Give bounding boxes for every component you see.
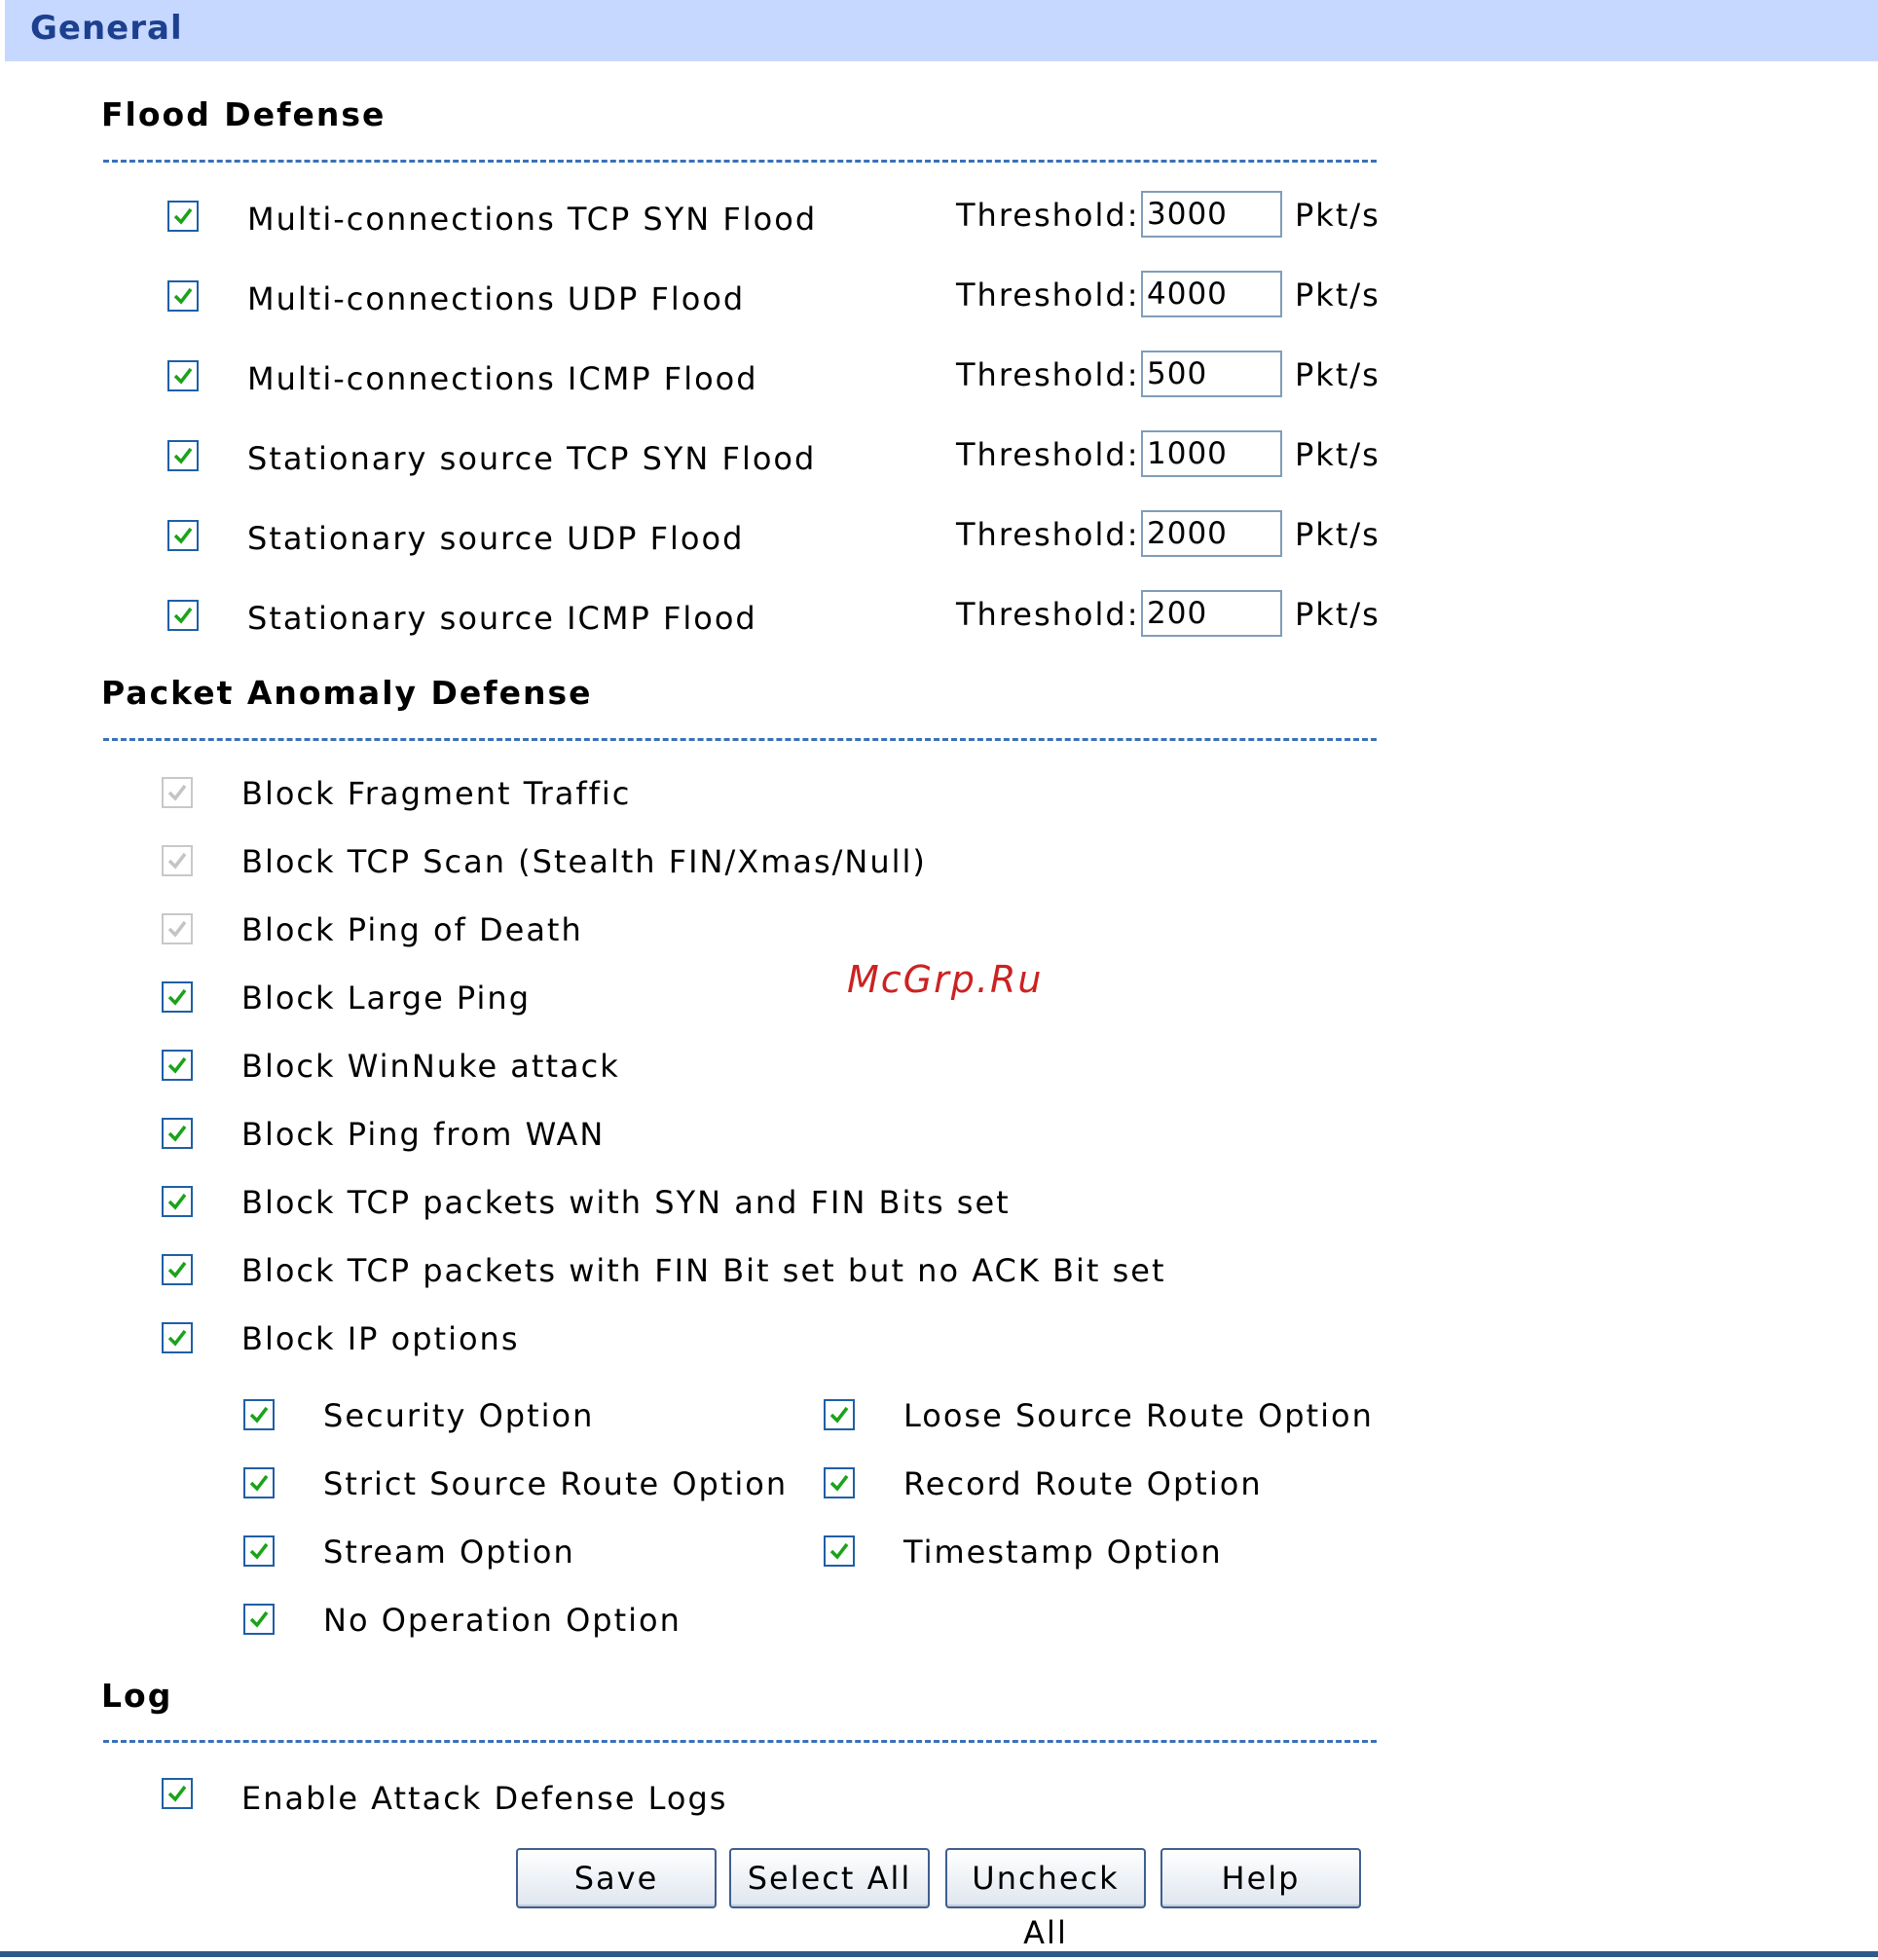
flood-label: Stationary source UDP Flood [247,520,745,557]
threshold-input[interactable] [1141,590,1282,637]
anomaly-label: Block Ping from WAN [241,1116,606,1153]
checkmark-icon [172,525,194,546]
packet-anomaly-title: Packet Anomaly Defense [101,674,593,712]
ip-option-checkbox[interactable] [824,1399,855,1430]
checkmark-icon [166,1054,188,1076]
flood-label: Multi-connections ICMP Flood [247,360,758,397]
anomaly-label: Block TCP Scan (Stealth FIN/Xmas/Null) [241,843,927,880]
ip-option-checkbox[interactable] [243,1535,275,1567]
section-header [5,0,1878,61]
checkmark-icon [166,1259,188,1280]
checkmark-icon [166,1783,188,1804]
checkmark-icon [248,1540,270,1562]
flood-checkbox[interactable] [167,440,199,471]
select-all-button[interactable]: Select All [729,1848,930,1908]
flood-checkbox[interactable] [167,280,199,312]
threshold-label: Threshold: [956,436,1140,473]
anomaly-checkbox[interactable] [162,981,193,1013]
checkmark-icon [829,1472,850,1494]
checkmark-icon [172,205,194,227]
flood-label: Multi-connections TCP SYN Flood [247,201,818,238]
ip-option-label: Stream Option [323,1534,575,1571]
threshold-input[interactable] [1141,191,1282,238]
flood-checkbox[interactable] [167,360,199,391]
checkmark-icon [166,1191,188,1212]
threshold-input[interactable] [1141,351,1282,397]
checkmark-icon [248,1609,270,1630]
anomaly-label: Block IP options [241,1320,520,1357]
divider [103,738,1377,741]
watermark: McGrp.Ru [847,958,1044,1001]
ip-option-checkbox[interactable] [243,1467,275,1498]
checkmark-icon [172,445,194,466]
checkmark-icon [172,285,194,307]
checkmark-icon [166,1123,188,1144]
threshold-label: Threshold: [956,197,1140,234]
checkmark-icon [248,1472,270,1494]
flood-label: Multi-connections UDP Flood [247,280,746,317]
anomaly-label: Block Fragment Traffic [241,775,632,812]
ip-option-checkbox[interactable] [824,1535,855,1567]
checkmark-icon [172,365,194,387]
checkmark-icon [248,1404,270,1425]
threshold-label: Threshold: [956,277,1140,314]
footer-divider [0,1951,1878,1957]
ip-option-checkbox[interactable] [243,1604,275,1635]
anomaly-checkbox[interactable] [162,1254,193,1285]
anomaly-checkbox[interactable] [162,1050,193,1081]
threshold-input[interactable] [1141,510,1282,557]
ip-option-label: Timestamp Option [903,1534,1223,1571]
flood-checkbox[interactable] [167,201,199,232]
unit-label: Pkt/s [1295,516,1381,553]
unit-label: Pkt/s [1295,356,1381,393]
anomaly-label: Block Large Ping [241,980,531,1017]
enable-logs-label: Enable Attack Defense Logs [241,1780,728,1817]
anomaly-checkbox[interactable] [162,1322,193,1353]
threshold-label: Threshold: [956,596,1140,633]
ip-option-label: No Operation Option [323,1602,681,1639]
anomaly-label: Block Ping of Death [241,911,583,948]
enable-logs-checkbox[interactable] [162,1778,193,1809]
anomaly-checkbox [162,777,193,808]
anomaly-label: Block WinNuke attack [241,1048,620,1085]
flood-label: Stationary source ICMP Flood [247,600,757,637]
checkmark-icon [166,850,188,871]
help-button[interactable]: Help [1160,1848,1361,1908]
anomaly-label: Block TCP packets with FIN Bit set but no ACK Bit set [241,1252,1166,1289]
threshold-label: Threshold: [956,516,1140,553]
flood-checkbox[interactable] [167,520,199,551]
anomaly-label: Block TCP packets with SYN and FIN Bits set [241,1184,1011,1221]
flood-defense-title: Flood Defense [101,95,387,133]
save-button[interactable]: Save [516,1848,717,1908]
unit-label: Pkt/s [1295,596,1381,633]
flood-label: Stationary source TCP SYN Flood [247,440,817,477]
checkmark-icon [166,782,188,803]
checkmark-icon [166,918,188,940]
checkmark-icon [829,1540,850,1562]
log-title: Log [101,1677,173,1715]
ip-option-checkbox[interactable] [824,1467,855,1498]
anomaly-checkbox [162,913,193,944]
anomaly-checkbox[interactable] [162,1118,193,1149]
ip-option-label: Record Route Option [903,1465,1263,1502]
threshold-input[interactable] [1141,271,1282,317]
ip-option-label: Strict Source Route Option [323,1465,789,1502]
checkmark-icon [166,1327,188,1349]
anomaly-checkbox [162,845,193,876]
uncheck-all-button[interactable]: Uncheck All [945,1848,1146,1908]
threshold-input[interactable] [1141,430,1282,477]
anomaly-checkbox[interactable] [162,1186,193,1217]
unit-label: Pkt/s [1295,197,1381,234]
ip-option-label: Security Option [323,1397,595,1434]
checkmark-icon [829,1404,850,1425]
section-header-title: General [30,9,183,48]
checkmark-icon [166,986,188,1008]
unit-label: Pkt/s [1295,436,1381,473]
divider [103,160,1377,163]
ip-option-label: Loose Source Route Option [903,1397,1374,1434]
checkmark-icon [172,605,194,626]
unit-label: Pkt/s [1295,277,1381,314]
ip-option-checkbox[interactable] [243,1399,275,1430]
threshold-label: Threshold: [956,356,1140,393]
flood-checkbox[interactable] [167,600,199,631]
divider [103,1740,1377,1743]
